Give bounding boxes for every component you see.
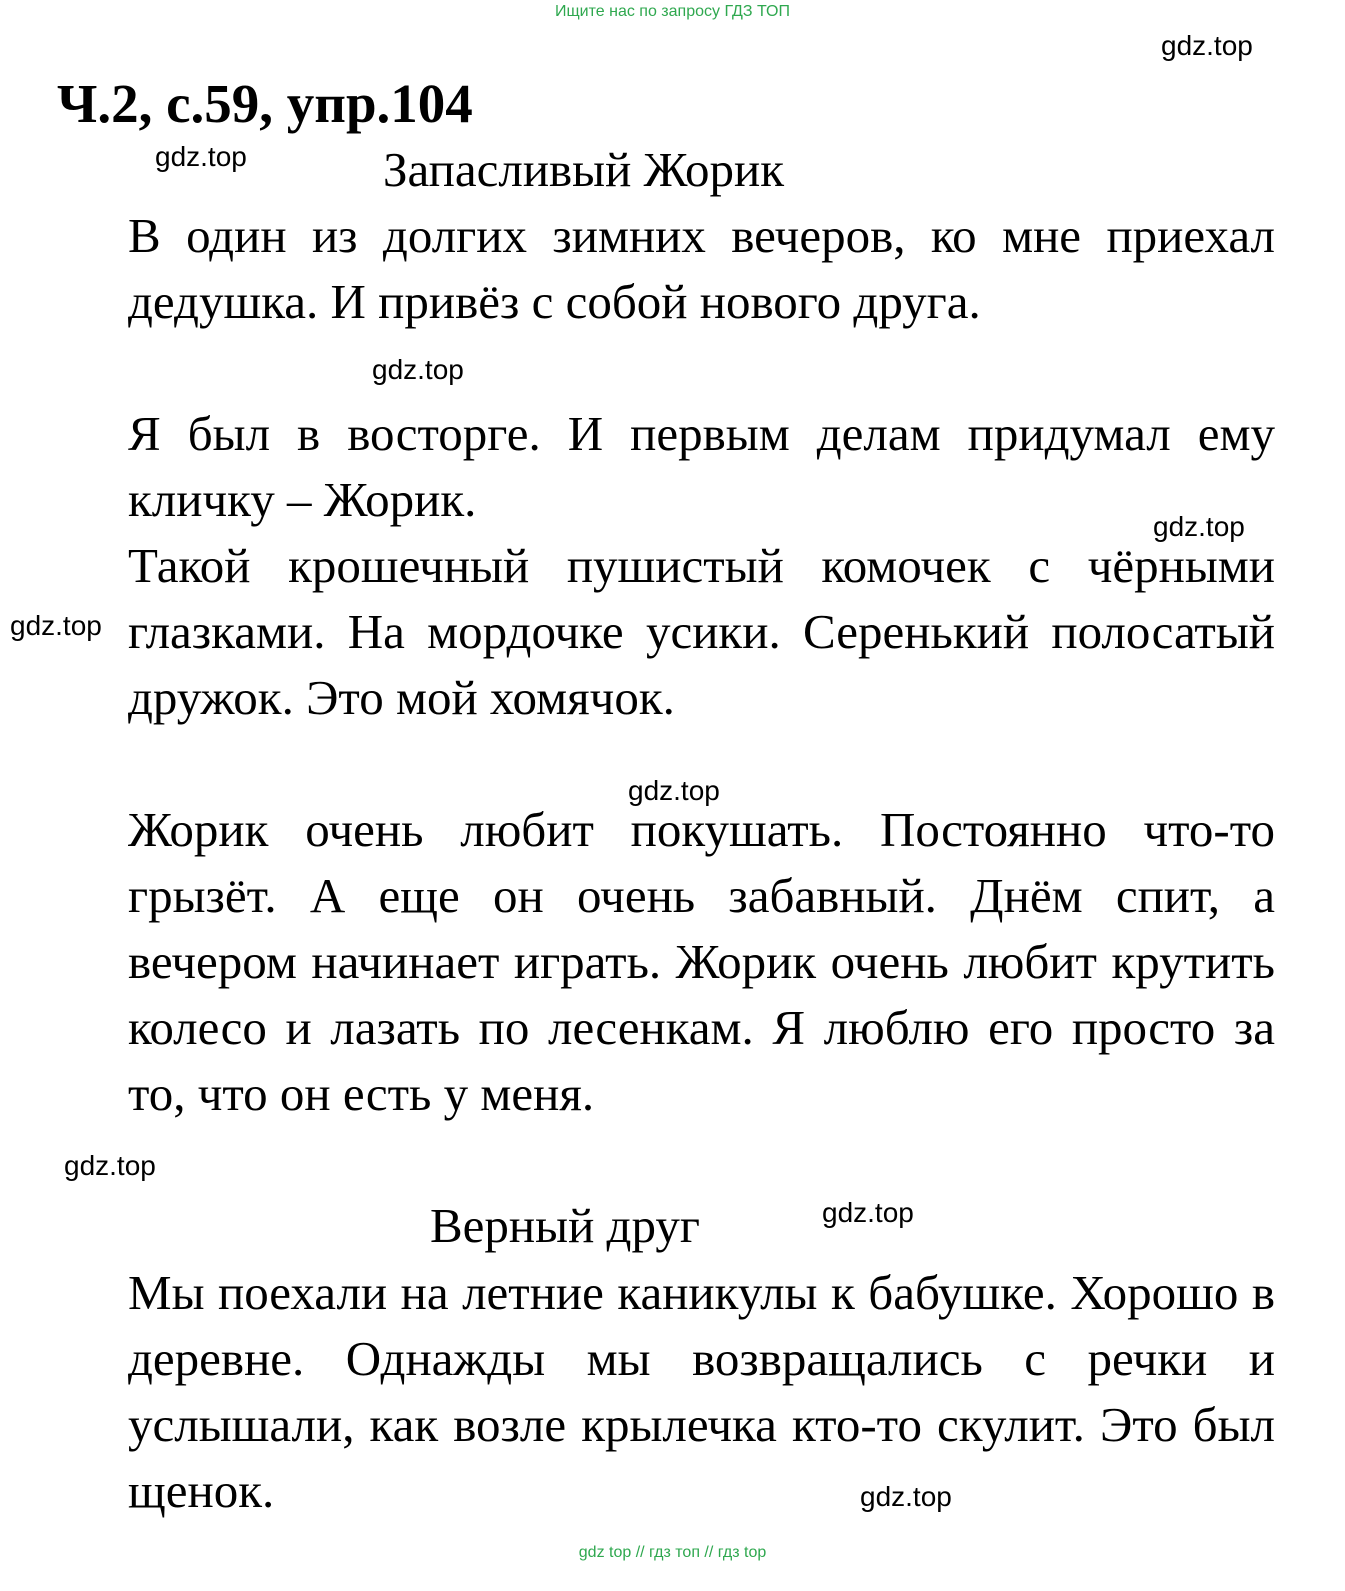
story1-paragraph-1: В один из долгих зимних вечеров, ко мне приехал дедушка. И привёз с собой нового друга. — [128, 208, 1275, 329]
bottom-banner: gdz top // гдз топ // гдз top — [578, 1544, 767, 1561]
exercise-heading: Ч.2, с.59, упр.104 — [57, 73, 473, 134]
watermark: gdz.top — [64, 1150, 156, 1181]
watermark: gdz.top — [155, 141, 247, 172]
watermark: gdz.top — [1161, 30, 1253, 61]
top-banner: Ищите нас по запросу ГДЗ ТОП — [555, 3, 790, 20]
watermark: gdz.top — [372, 354, 464, 385]
story1-paragraph-2: Я был в восторге. И первым делам придумал ему кличку – Жорик. — [128, 406, 1275, 527]
watermark: gdz.top — [10, 610, 102, 641]
story-title-2: Верный друг — [430, 1198, 700, 1253]
story1-paragraph-4: Жорик очень любит покушать. Постоянно что-то грызёт. А еще он очень забавный. Днём спит, а вечером начинает играть. Жорик очень любит крутить колесо и лазать по лесенкам. Я люблю его просто за то, что он есть у меня. — [128, 802, 1275, 1121]
story2-paragraph-1: Мы поехали на летние каникулы к бабушке. Хорошо в деревне. Однажды мы возвращались с речки и услышали, как возле крылечка кто-то скулит. Это был щенок. — [128, 1265, 1275, 1518]
watermark: gdz.top — [1153, 511, 1245, 542]
story1-paragraph-3: Такой крошечный пушистый комочек с чёрными глазками. На мордочке усики. Серенький полосатый дружок. Это мой хомячок. — [128, 538, 1275, 725]
watermark: gdz.top — [860, 1481, 952, 1512]
watermark: gdz.top — [822, 1197, 914, 1228]
story-title-1: Запасливый Жорик — [383, 142, 785, 197]
watermark: gdz.top — [628, 775, 720, 806]
